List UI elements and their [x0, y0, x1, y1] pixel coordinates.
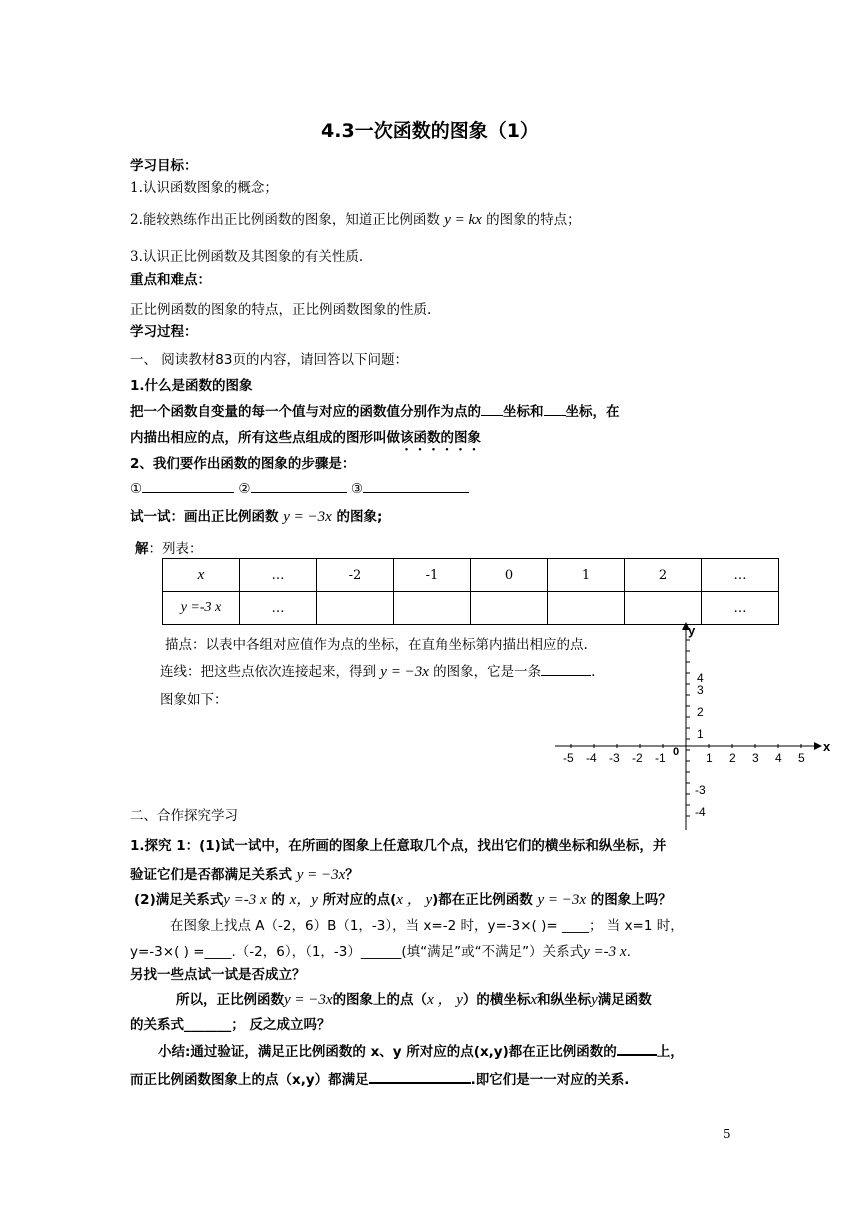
y-tick-label: -4	[695, 805, 706, 819]
explore-2-line-1: (2)满足关系式y =-3 x 的 x，y 所对应的点(x ， y)都在正比例函数 y = −3x 的图象上吗？	[134, 892, 672, 908]
explore-2-line-4: 另找一些点试一试是否成立？	[130, 967, 306, 983]
y-tick-label: 3	[697, 683, 704, 697]
explore-1-line-1: 1.探究 1：(1)试一试中，在所画的图象上任意取几个点，找出它们的横坐标和纵坐标，并	[130, 838, 667, 854]
question-2: 2、我们要作出函数的图象的步骤是：	[130, 456, 356, 472]
y-tick-label: -3	[695, 783, 706, 797]
solution-label: 解：列表：	[135, 541, 203, 557]
summary-line-1: 小结:通过验证，满足正比例函数的 x、y 所对应的点(x,y)都在正比例函数的 上，	[158, 1040, 684, 1060]
explore-1-line-2: 验证它们是否都满足关系式 y = −3x？	[130, 867, 359, 883]
conclusion-line-2: 的关系式_______； 反之成立吗？	[130, 1017, 331, 1033]
page-title: 4.3一次函数的图象（1）	[321, 120, 539, 142]
table-row: x … -2 -1 0 1 2 …	[163, 559, 779, 592]
answer-1-line-1: 把一个函数自变量的每一个值与对应的函数值分别作为点的 坐标和 坐标，在	[130, 400, 620, 420]
page-number: 5	[723, 1127, 731, 1141]
formula-ykx: y = kx	[444, 212, 482, 228]
x-tick-label: 5	[798, 751, 805, 765]
x-tick-label: 4	[775, 751, 782, 765]
steps-blanks: ① ② ③	[130, 478, 469, 497]
x-tick-label: -2	[632, 751, 643, 765]
x-tick-label: -3	[609, 751, 620, 765]
question-1: 1.什么是函数的图象	[130, 378, 253, 394]
section-1: 一、 阅读教材83页的内容，请回答以下问题：	[130, 352, 408, 368]
summary-line-2: 而正比例函数图象上的点（x,y）都满足 .即它们是一一对应的关系.	[130, 1068, 629, 1088]
goals-heading: 学习目标：	[130, 158, 198, 174]
x-tick-label: 2	[729, 751, 736, 765]
x-tick-label: -1	[655, 751, 666, 765]
y-tick-label: 4	[697, 671, 704, 685]
key-heading: 重点和难点：	[130, 272, 211, 288]
y-axis-label: y	[688, 623, 696, 638]
conclusion-line-1: 所以，正比例函数y = −3x的图象上的点（x ， y）的横坐标x和纵坐标y满足函数	[176, 992, 652, 1008]
x-tick-label: 1	[706, 751, 713, 765]
x-tick-label: -4	[586, 751, 597, 765]
origin-label: 0	[673, 746, 680, 758]
table-row: y =-3 x … …	[163, 592, 779, 625]
value-table	[162, 558, 779, 625]
goal-1: 1.认识函数图象的概念；	[130, 180, 278, 196]
process-heading: 学习过程：	[130, 324, 198, 340]
coordinate-axes	[555, 620, 845, 835]
x-tick-label: 3	[752, 751, 759, 765]
part-2-heading: 二、合作探究学习	[130, 808, 238, 824]
try-it: 试一试：画出正比例函数 y = −3x 的图象;	[130, 509, 383, 525]
key-text: 正比例函数的图象的特点，正比例函数图象的性质.	[130, 302, 432, 318]
x-axis-label: x	[823, 739, 831, 754]
y-tick-label: 1	[697, 727, 704, 741]
connect-step: 连线：把这些点依次连接起来，得到 y = −3x 的图象，它是一条 .	[160, 660, 595, 681]
answer-1-line-2: 内描出相应的点，所有这些点组成的图形叫做该函数的图象	[130, 430, 481, 446]
goal-2: 2.能较熟练作出正比例函数的图象，知道正比例函数 y = kx 的图象的特点；	[130, 212, 581, 228]
explore-2-line-3: y=-3×( ) =____.（-2，6），（1，-3）______(填“满足”或“不满足”）关系式y =-3 x.	[130, 944, 631, 960]
goal-3: 3.认识正比例函数及其图象的有关性质.	[130, 249, 364, 265]
y-tick-label: 2	[697, 705, 704, 719]
plot-step: 描点：以表中各组对应值作为点的坐标，在直角坐标第内描出相应的点.	[165, 637, 588, 653]
x-tick-label: -5	[563, 751, 574, 765]
explore-2-line-2: 在图象上找点 A（-2，6）B（1，-3），当 x=-2 时，y=-3×( )= ____； 当 x=1 时，	[170, 918, 684, 934]
graph-label: 图象如下：	[160, 692, 228, 708]
